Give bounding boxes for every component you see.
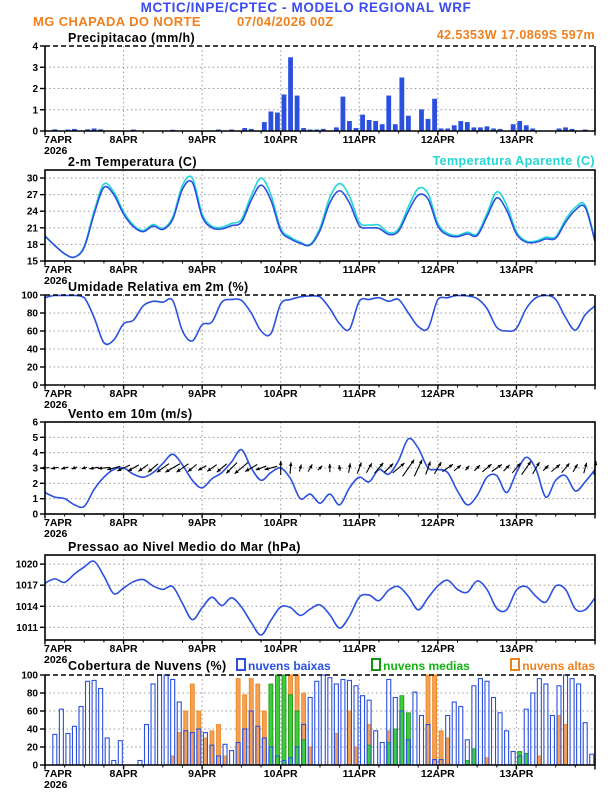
panel-title-humidity: Umidade Relativa em 2m (%)	[68, 280, 249, 294]
panel-title-pressure: Pressao ao Nivel Medio do Mar (hPa)	[68, 540, 301, 554]
model-title: MCTIC/INPE/CPTEC - MODELO REGIONAL WRF	[140, 0, 472, 15]
nuvens-medias-swatch-icon	[371, 658, 381, 671]
svg-text:11APR: 11APR	[342, 134, 376, 146]
svg-text:2026: 2026	[44, 779, 68, 791]
svg-text:4: 4	[32, 448, 38, 460]
svg-text:100: 100	[21, 670, 38, 682]
svg-text:5: 5	[32, 432, 38, 444]
svg-text:3: 3	[32, 463, 38, 475]
station-line	[33, 14, 334, 29]
svg-text:24: 24	[26, 206, 38, 218]
legend-nuvens-medias: nuvens medias	[371, 658, 470, 673]
svg-text:0: 0	[32, 126, 38, 138]
svg-text:20: 20	[26, 362, 38, 374]
svg-text:9APR: 9APR	[188, 388, 217, 400]
svg-text:8APR: 8APR	[109, 134, 138, 146]
svg-text:10APR: 10APR	[263, 388, 298, 400]
svg-text:9APR: 9APR	[188, 134, 217, 146]
svg-text:8APR: 8APR	[109, 517, 138, 529]
svg-text:40: 40	[26, 724, 38, 736]
svg-text:8APR: 8APR	[109, 768, 138, 780]
svg-text:13APR: 13APR	[499, 517, 534, 529]
svg-text:6: 6	[32, 417, 38, 429]
panel-title-clouds: Cobertura de Nuvens (%)	[68, 659, 227, 673]
panel-title-wind: Vento em 10m (m/s)	[68, 407, 193, 421]
svg-text:10APR: 10APR	[263, 643, 298, 655]
svg-text:10APR: 10APR	[263, 264, 298, 276]
svg-text:3: 3	[32, 62, 38, 74]
svg-text:60: 60	[26, 706, 38, 718]
panel-umid	[21, 291, 595, 412]
svg-text:2026: 2026	[44, 145, 68, 157]
svg-text:9APR: 9APR	[188, 768, 217, 780]
svg-text:9APR: 9APR	[188, 517, 217, 529]
svg-text:100: 100	[21, 290, 38, 302]
svg-text:10APR: 10APR	[263, 768, 298, 780]
legend-nuvens-baixas: nuvens baixas	[236, 658, 331, 673]
svg-text:0: 0	[32, 509, 38, 521]
svg-text:80: 80	[26, 688, 38, 700]
svg-text:11APR: 11APR	[342, 388, 376, 400]
svg-text:1: 1	[32, 105, 38, 117]
svg-text:7APR: 7APR	[44, 643, 73, 655]
svg-text:12APR: 12APR	[420, 768, 455, 780]
clouds-legend	[236, 658, 595, 673]
panel-precip	[32, 42, 595, 158]
svg-text:7APR: 7APR	[44, 517, 73, 529]
svg-text:27: 27	[26, 190, 38, 202]
panel-title-temperature: 2-m Temperatura (C)	[68, 155, 197, 169]
svg-text:8APR: 8APR	[109, 264, 138, 276]
svg-text:0: 0	[32, 760, 38, 772]
svg-text:12APR: 12APR	[420, 134, 455, 146]
svg-text:7APR: 7APR	[44, 134, 73, 146]
svg-text:4: 4	[32, 41, 38, 53]
svg-text:18: 18	[26, 239, 38, 251]
panel-vento	[32, 418, 597, 541]
svg-text:13APR: 13APR	[499, 388, 534, 400]
svg-text:1017: 1017	[15, 580, 38, 592]
svg-text:7APR: 7APR	[44, 768, 73, 780]
svg-text:12APR: 12APR	[420, 643, 455, 655]
svg-text:30: 30	[26, 173, 38, 185]
svg-text:13APR: 13APR	[499, 643, 534, 655]
svg-text:10APR: 10APR	[263, 134, 298, 146]
nuvens-altas-swatch-icon	[510, 658, 520, 671]
svg-text:60: 60	[26, 326, 38, 338]
svg-text:20: 20	[26, 742, 38, 754]
svg-text:9APR: 9APR	[188, 643, 217, 655]
svg-text:8APR: 8APR	[109, 643, 138, 655]
svg-text:1020: 1020	[15, 559, 38, 571]
svg-text:2: 2	[32, 478, 38, 490]
svg-text:12APR: 12APR	[420, 264, 455, 276]
svg-text:2026: 2026	[44, 528, 68, 540]
svg-text:15: 15	[26, 256, 38, 268]
svg-text:2026: 2026	[44, 275, 68, 287]
svg-text:11APR: 11APR	[342, 264, 376, 276]
svg-text:80: 80	[26, 308, 38, 320]
svg-text:7APR: 7APR	[44, 264, 73, 276]
svg-text:0: 0	[32, 380, 38, 392]
svg-text:1014: 1014	[15, 601, 38, 613]
svg-text:11APR: 11APR	[342, 517, 376, 529]
svg-text:2: 2	[32, 84, 38, 95]
legend-temperatura-aparente: Temperatura Aparente (C)	[432, 154, 595, 168]
run-datetime: 07/04/2026 00Z	[236, 14, 334, 29]
svg-text:10APR: 10APR	[263, 517, 298, 529]
svg-text:11APR: 11APR	[342, 643, 376, 655]
svg-text:1011: 1011	[16, 622, 38, 634]
panel-press	[16, 555, 595, 666]
legend-nuvens-altas: nuvens altas	[510, 658, 595, 673]
nuvens-baixas-swatch-icon	[236, 658, 246, 671]
svg-text:13APR: 13APR	[499, 768, 534, 780]
svg-text:2026: 2026	[44, 654, 68, 666]
svg-text:12APR: 12APR	[420, 517, 455, 529]
svg-text:13APR: 13APR	[499, 134, 534, 146]
svg-text:7APR: 7APR	[44, 388, 73, 400]
panel-nuvens	[21, 671, 595, 792]
svg-text:12APR: 12APR	[420, 388, 455, 400]
station-name: MG CHAPADA DO NORTE	[33, 14, 201, 29]
svg-text:11APR: 11APR	[342, 768, 376, 780]
svg-text:21: 21	[26, 223, 38, 235]
panel-title-precipitation: Precipitacao (mm/h)	[68, 31, 196, 45]
svg-text:2026: 2026	[44, 399, 68, 411]
svg-text:13APR: 13APR	[499, 264, 534, 276]
svg-text:8APR: 8APR	[109, 388, 138, 400]
svg-text:1: 1	[32, 494, 38, 506]
svg-text:40: 40	[26, 344, 38, 356]
location-coords: 42.5353W 17.0869S 597m	[436, 28, 595, 42]
panel-temp	[27, 170, 595, 287]
svg-text:9APR: 9APR	[188, 264, 217, 276]
